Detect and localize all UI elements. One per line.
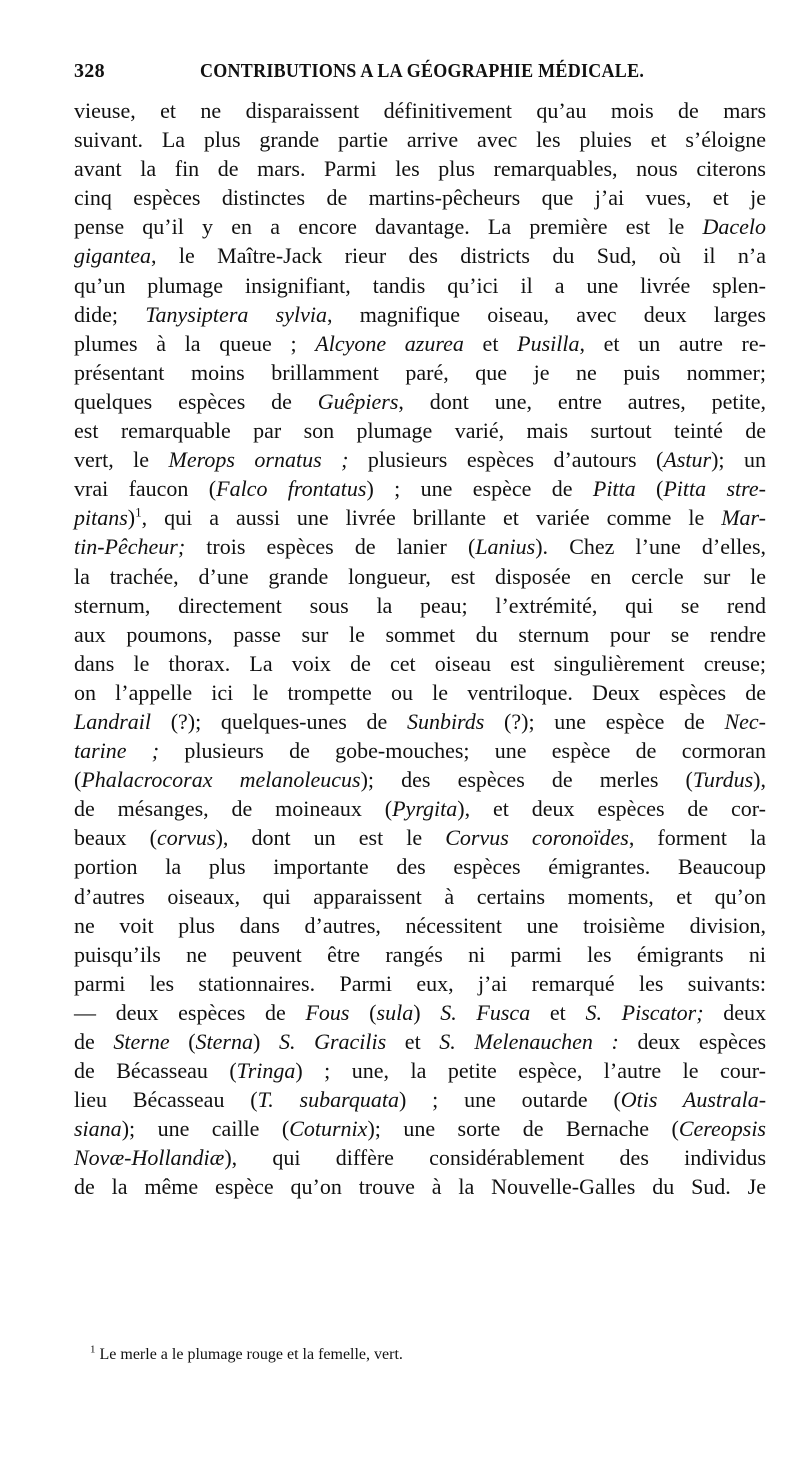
italic-text: Coturnix: [289, 1116, 368, 1142]
text-run: vert, le: [74, 447, 169, 473]
italic-text: Nec-: [724, 708, 766, 734]
text-run: vrai faucon (: [74, 476, 217, 502]
italic-text: gigantea: [74, 243, 151, 269]
text-line: [74, 852, 766, 881]
text-run: de la même espèce qu’on trouve à la Nouvelle-Galles du Sud. Je: [74, 1174, 766, 1200]
text-line: [74, 678, 766, 707]
italic-text: Corvus coronoïdes: [445, 825, 629, 851]
text-run: ): [127, 505, 136, 531]
text-run: trois espèces de lanier (: [185, 534, 476, 560]
text-run: (?); une espèce de: [484, 708, 725, 734]
italic-text: tin-Pêcheur;: [74, 534, 186, 560]
footnote-reference: 1: [135, 504, 142, 520]
text-line: [74, 329, 766, 358]
text-line: [74, 532, 766, 561]
text-line: [74, 387, 766, 416]
text-run: ): [253, 1029, 279, 1054]
text-run: ); des espèces de merles (: [360, 767, 693, 793]
text-line: [74, 1143, 766, 1172]
text-line: [74, 591, 766, 620]
italic-text: Sunbirds: [406, 708, 485, 734]
text-run: , magnifique oiseau, avec deux larges: [326, 301, 766, 327]
italic-text: tarine ;: [74, 738, 160, 764]
text-run: , et un autre re-: [579, 330, 766, 356]
text-line: [74, 911, 766, 940]
italic-text: Turdus: [692, 767, 754, 793]
text-run: ne voit plus dans d’autres, nécessitent une troisième division,: [74, 912, 766, 938]
italic-text: Fous: [305, 999, 350, 1025]
text-run: présentant moins brillamment paré, que je ne puis nommer;: [74, 359, 766, 385]
text-run: (?); quelques-unes de: [151, 708, 407, 734]
text-run: et: [530, 999, 586, 1025]
text-run: beaux (: [74, 825, 157, 851]
footnote: [90, 1345, 690, 1365]
body-text: [74, 96, 766, 1202]
text-line: [74, 1172, 766, 1201]
text-run: ). Chez l’une d’elles,: [535, 534, 767, 560]
italic-text: T. subarquata: [257, 1087, 399, 1113]
text-line: [74, 416, 766, 445]
text-run: , le Maître-Jack rieur des districts du Sud, où il n’a: [151, 243, 766, 269]
text-run: ); une sorte de Bernache (: [367, 1116, 679, 1142]
italic-text: Otis Australa-: [620, 1087, 767, 1113]
running-title: CONTRIBUTIONS A LA GÉOGRAPHIE MÉDICALE.: [200, 60, 645, 82]
running-header: [74, 60, 764, 90]
text-line: [74, 1027, 766, 1056]
text-run: deux espèces: [618, 1029, 767, 1054]
text-run: (: [74, 767, 82, 793]
text-run: , forment la: [628, 825, 766, 851]
text-line: [74, 823, 766, 852]
italic-text: Mar-: [721, 505, 766, 531]
text-run: , qui a aussi une livrée brillante et variée comme le: [141, 505, 722, 531]
text-line: [74, 212, 766, 241]
text-run: , dont une, entre autres, petite,: [398, 388, 766, 414]
text-line: [74, 300, 766, 329]
italic-text: corvus: [156, 825, 216, 851]
text-line: [74, 707, 766, 736]
italic-text: pitans: [74, 505, 128, 531]
footnote-text: Le merle a le plumage rouge et la femelle, vert.: [99, 1346, 403, 1363]
text-line: [74, 562, 766, 591]
text-line: [74, 183, 766, 212]
text-run: avant la fin de mars. Parmi les plus remarquables, nous citerons: [74, 156, 766, 182]
text-line: [74, 620, 766, 649]
text-run: ), qui diffère considérablement des individus: [224, 1145, 766, 1171]
italic-text: Tringa: [236, 1058, 296, 1084]
text-run: et: [386, 1029, 440, 1054]
text-line: [74, 969, 766, 998]
text-run: d’autres oiseaux, qui apparaissent à certains moments, et qu’on: [74, 883, 766, 909]
text-run: quelques espèces de: [74, 388, 318, 414]
text-run: dans le thorax. La voix de cet oiseau est singulièrement creuse;: [74, 650, 766, 676]
italic-text: Phalacrocorax melanoleucus: [81, 767, 361, 793]
text-line: [74, 154, 766, 183]
text-run: dide;: [74, 301, 146, 327]
italic-text: S. Gracilis: [278, 1029, 387, 1054]
italic-text: Sterna: [195, 1029, 253, 1054]
text-line: [74, 96, 766, 125]
text-run: ); un: [711, 447, 766, 473]
text-run: ),: [753, 767, 766, 793]
italic-text: S. Piscator;: [585, 999, 704, 1025]
text-run: suivant. La plus grande partie arrive avec les pluies et s’éloigne: [74, 127, 766, 153]
text-line: [74, 998, 766, 1027]
text-line: [74, 882, 766, 911]
italic-text: S. Melenauchen :: [439, 1029, 619, 1054]
text-run: vieuse, et ne disparaissent définitivement qu’au mois de mars: [74, 98, 766, 123]
text-run: (: [349, 999, 377, 1025]
text-run: on l’appelle ici le trompette ou le ventriloque. Deux espèces de: [74, 679, 766, 705]
text-run: ); une caille (: [121, 1116, 290, 1142]
text-run: ) ; une, la petite espèce, l’autre le cour-: [295, 1058, 767, 1084]
italic-text: Sterne: [113, 1029, 170, 1054]
text-line: [74, 358, 766, 387]
text-run: pense qu’il y en a encore davantage. La première est le: [74, 214, 703, 240]
text-run: deux: [703, 999, 767, 1025]
text-run: ), dont un est le: [215, 825, 446, 851]
italic-text: siana: [74, 1116, 122, 1142]
italic-text: Guêpiers: [317, 388, 399, 414]
text-run: plusieurs de gobe-mouches; une espèce de cormoran: [159, 738, 766, 764]
text-run: et: [463, 330, 518, 356]
italic-text: Pitta stre-: [663, 476, 767, 502]
italic-text: Pyrgita: [392, 796, 458, 822]
text-run: ) ; une espèce de: [366, 476, 593, 502]
text-run: — deux espèces de: [74, 999, 306, 1025]
italic-text: Landrail: [74, 708, 152, 734]
text-line: [74, 445, 766, 474]
italic-text: Novæ-Hollandiæ: [74, 1145, 225, 1171]
text-line: [74, 765, 766, 794]
italic-text: Dacelo: [702, 214, 766, 240]
text-run: lieu Bécasseau (: [74, 1087, 258, 1113]
italic-text: Lanius: [475, 534, 536, 560]
text-run: plusieurs espèces d’autours (: [348, 447, 664, 473]
text-line: [74, 241, 766, 270]
italic-text: S. Fusca: [440, 999, 531, 1025]
text-line: [74, 125, 766, 154]
italic-text: sula: [376, 999, 414, 1025]
text-line: [74, 1085, 766, 1114]
text-run: cinq espèces distinctes de martins-pêcheurs que j’ai vues, et je: [74, 185, 766, 211]
text-line: [74, 940, 766, 969]
text-run: ), et deux espèces de cor-: [457, 796, 767, 822]
text-line: [74, 271, 766, 300]
text-run: de mésanges, de moineaux (: [74, 796, 393, 822]
text-run: de Bécasseau (: [74, 1058, 237, 1084]
text-run: la trachée, d’une grande longueur, est disposée en cercle sur le: [74, 563, 766, 589]
text-line: [74, 474, 766, 503]
text-run: parmi les stationnaires. Parmi eux, j’ai remarqué les suivants:: [74, 970, 766, 996]
italic-text: Merops ornatus ;: [168, 447, 349, 473]
text-run: qu’un plumage insignifiant, tandis qu’ici il a une livrée splen-: [74, 272, 766, 298]
text-line: [74, 503, 766, 532]
text-run: sternum, directement sous la peau; l’extrémité, qui se rend: [74, 592, 766, 618]
footnote-mark: 1: [90, 1343, 96, 1356]
text-run: ): [413, 999, 441, 1025]
italic-text: Astur: [663, 447, 712, 473]
text-run: (: [635, 476, 664, 502]
italic-text: Alcyone azurea: [315, 330, 464, 356]
text-line: [74, 1114, 766, 1143]
italic-text: Pitta: [592, 476, 636, 502]
text-line: [74, 1056, 766, 1085]
italic-text: Pusilla: [517, 330, 580, 356]
text-run: puisqu’ils ne peuvent être rangés ni parmi les émigrants ni: [74, 941, 766, 967]
italic-text: Cereopsis: [678, 1116, 766, 1142]
italic-text: Tanysiptera sylvia: [145, 301, 327, 327]
text-run: plumes à la queue ;: [74, 330, 316, 356]
text-run: aux poumons, passe sur le sommet du sternum pour se rendre: [74, 621, 766, 647]
text-run: (: [169, 1029, 196, 1054]
text-line: [74, 736, 766, 765]
page-number: 328: [74, 60, 105, 82]
italic-text: Falco frontatus: [216, 476, 367, 502]
text-run: de: [74, 1029, 114, 1054]
text-line: [74, 794, 766, 823]
text-run: ) ; une outarde (: [398, 1087, 621, 1113]
text-run: portion la plus importante des espèces émigrantes. Beaucoup: [74, 854, 766, 880]
text-run: est remarquable par son plumage varié, mais surtout teinté de: [74, 418, 766, 444]
text-line: [74, 649, 766, 678]
